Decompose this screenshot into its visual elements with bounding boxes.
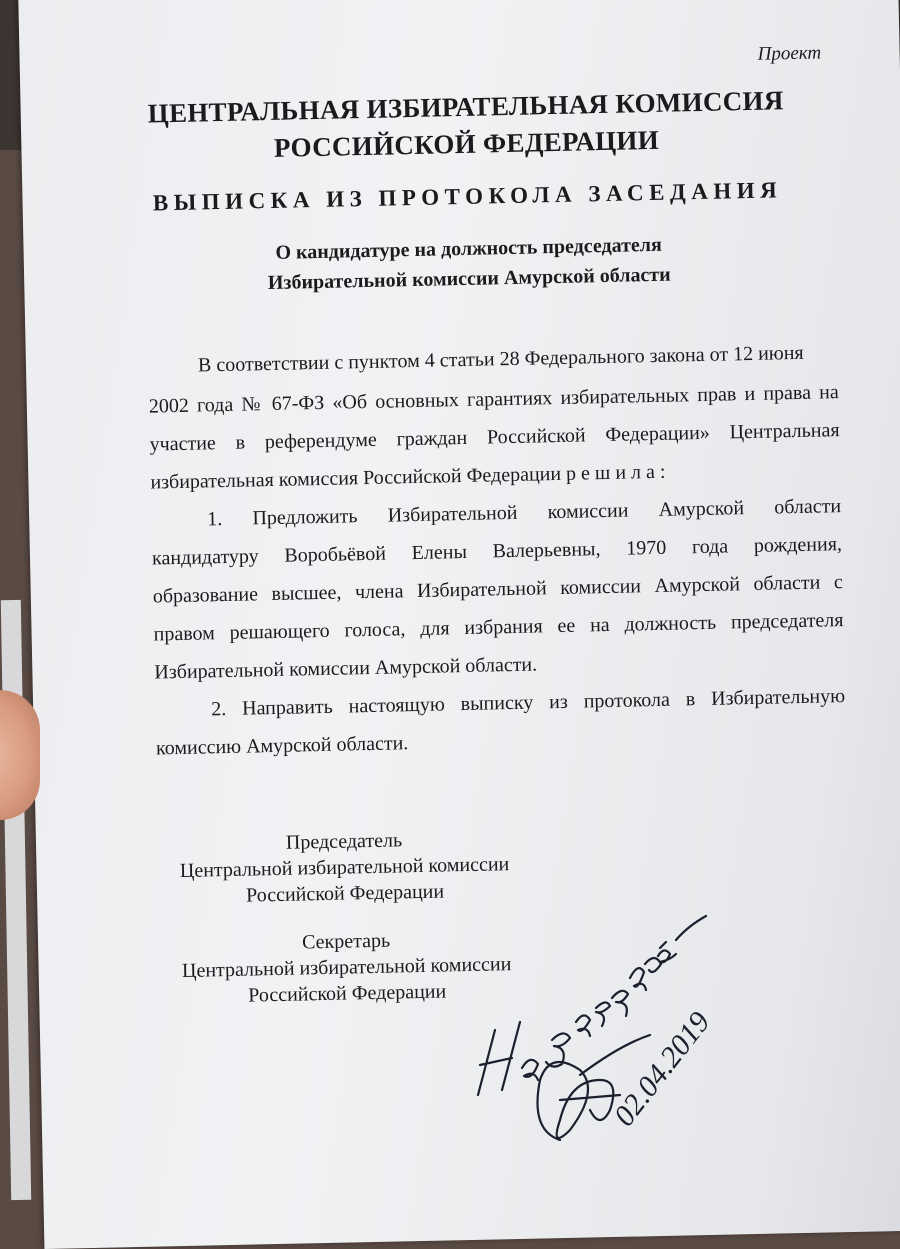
item-1-line-2: кандидатуру Воробьёвой Елены Валерьевны, 1970 года рождения,	[151, 533, 843, 570]
subject-line-2: Избирательной комиссии Амурской области	[267, 263, 671, 295]
preamble-line-3: участие в референдуме граждан Российской Федерации» Центральная	[149, 419, 840, 456]
hand-thumb	[0, 690, 40, 820]
item-2-line-1: 2. Направить настоящую выписку из протокола в Избирательную	[210, 685, 846, 721]
preamble-line-1: В соответствии с пунктом 4 статьи 28 Федерального закона от 12 июня	[197, 341, 804, 377]
secretary-org-line-2: Российской Федерации	[247, 980, 447, 1007]
item-1-line-5: Избирательной комиссии Амурской области.	[154, 653, 538, 684]
chair-org-line-1: Центральной избирательной комиссии	[179, 853, 510, 883]
item-2-line-2: комиссию Амурской области.	[155, 732, 409, 760]
draft-label: Проект	[757, 42, 822, 65]
preamble-line-4: избирательная комиссия Российской Федерации р е ш и л а :	[150, 460, 666, 494]
item-1-line-1: 1. Предложить Избирательной комиссии Амурской области	[207, 495, 842, 531]
chair-title: Председатель	[285, 829, 403, 854]
handwritten-date: 02.04.2019	[607, 1005, 717, 1133]
secretary-title: Секретарь	[301, 929, 391, 954]
document-title: ВЫПИСКА ИЗ ПРОТОКОЛА ЗАСЕДАНИЯ	[152, 177, 783, 216]
subject-line-1: О кандидатуре на должность председателя	[275, 233, 663, 264]
secretary-org-line-1: Центральной избирательной комиссии	[181, 953, 512, 982]
chair-org-line-2: Российской Федерации	[245, 880, 445, 907]
organization-line-1: ЦЕНТРАЛЬНАЯ ИЗБИРАТЕЛЬНАЯ КОМИССИЯ	[147, 85, 784, 129]
item-1-line-4: правом решающего голоса, для избрания ее на должность председателя	[153, 609, 844, 646]
organization-line-2: РОССИЙСКОЙ ФЕДЕРАЦИИ	[273, 124, 660, 163]
handwritten-annotation	[440, 890, 760, 1190]
item-1-line-3: образование высшее, члена Избирательной комиссии Амурской области с	[152, 571, 843, 608]
preamble-line-2: 2002 года № 67-ФЗ «Об основных гарантиях избирательных прав и права на	[148, 381, 839, 418]
